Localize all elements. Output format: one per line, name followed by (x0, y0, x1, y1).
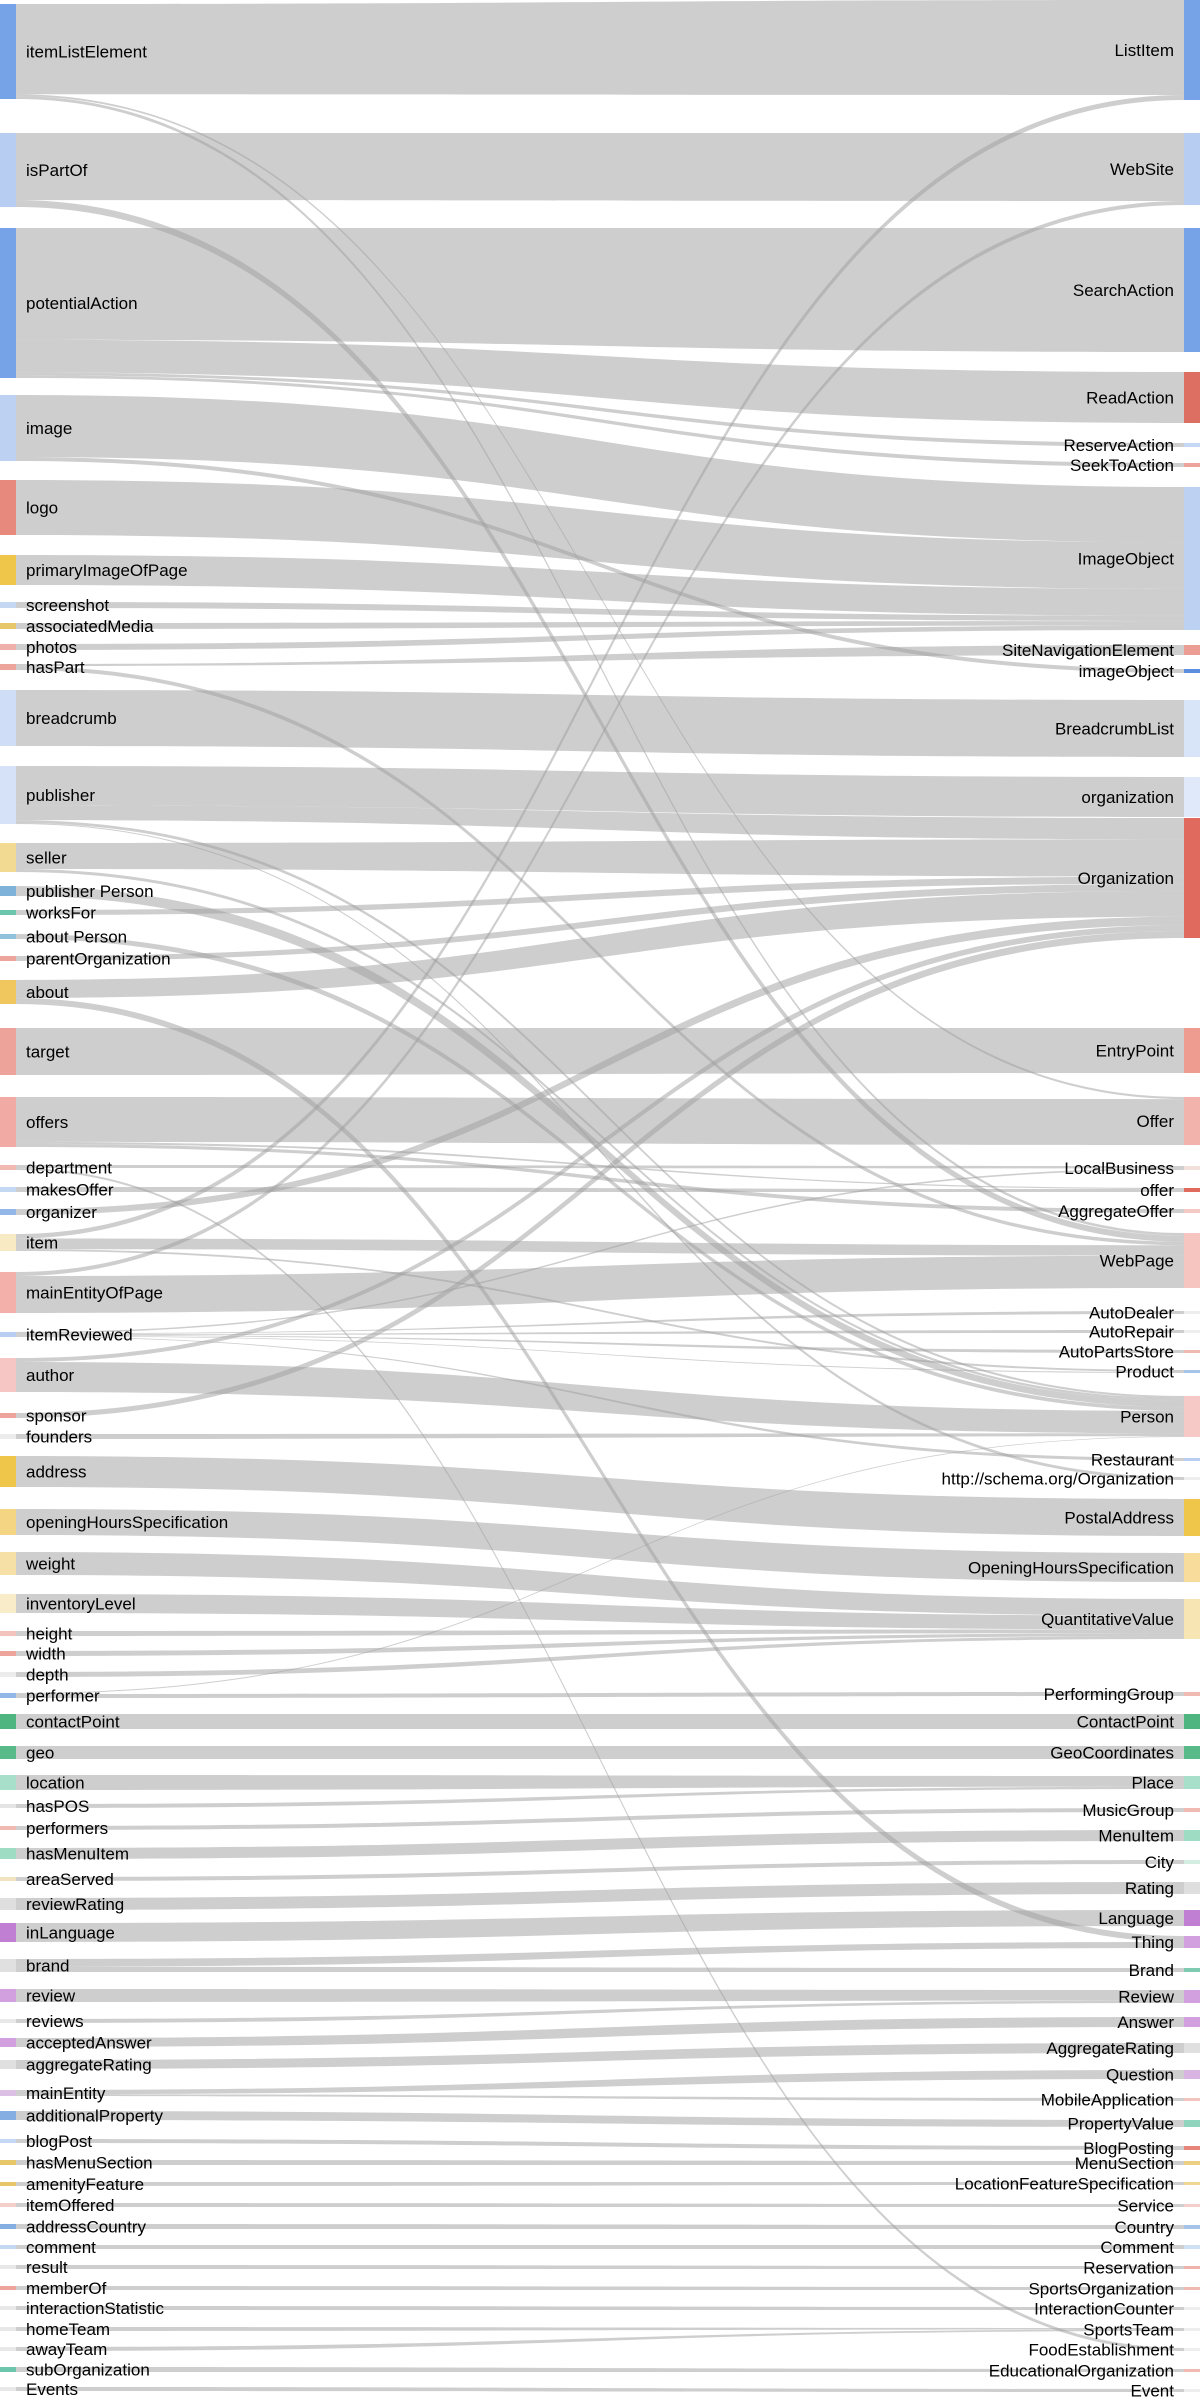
node-label: screenshot (26, 595, 110, 615)
node-label: amenityFeature (26, 2174, 145, 2194)
node-label: founders (26, 1427, 93, 1447)
node-label: MenuItem (1098, 1826, 1174, 1846)
sankey-node[interactable] (0, 1804, 16, 1808)
node-label: AutoRepair (1088, 1322, 1174, 1342)
sankey-node[interactable] (0, 4, 16, 99)
node-label: MenuSection (1074, 2153, 1174, 2173)
node-label: comment (26, 2237, 96, 2257)
node-label: breadcrumb (26, 708, 117, 728)
node-label: width (26, 1644, 66, 1664)
node-label: WebSite (1110, 159, 1174, 179)
node-label: ListItem (1114, 40, 1174, 60)
sankey-link[interactable] (16, 1712, 1184, 1732)
sankey-node[interactable] (1184, 2161, 1200, 2165)
sankey-node[interactable] (0, 690, 16, 746)
node-label: mainEntity (26, 2083, 106, 2103)
node-label: subOrganization (26, 2360, 150, 2380)
node-label: PropertyValue (1067, 2114, 1174, 2134)
node-label: AggregateRating (1046, 2038, 1174, 2058)
sankey-link[interactable] (16, 228, 1184, 352)
node-label: makesOffer (26, 1180, 114, 1200)
sankey-node[interactable] (1184, 2120, 1200, 2127)
node-label: about (26, 982, 69, 1002)
sankey-node[interactable] (0, 1552, 16, 1575)
node-label: sponsor (26, 1406, 87, 1426)
node-label: openingHoursSpecification (26, 1512, 229, 1532)
sankey-node[interactable] (0, 228, 16, 378)
sankey-link[interactable] (16, 1165, 1184, 1168)
sankey-link[interactable] (16, 2203, 1184, 2207)
sankey-node[interactable] (1184, 1910, 1200, 1926)
node-label: location (26, 1773, 85, 1793)
sankey-node[interactable] (0, 1028, 16, 1075)
sankey-node[interactable] (0, 1877, 16, 1881)
sankey-node[interactable] (0, 2245, 16, 2249)
sankey-node[interactable] (0, 1923, 16, 1942)
sankey-node[interactable] (0, 555, 16, 585)
sankey-node[interactable] (1184, 818, 1200, 938)
sankey-link[interactable] (16, 2043, 1184, 2069)
sankey-node[interactable] (1184, 2146, 1200, 2150)
node-label: organization (1081, 787, 1174, 807)
sankey-node[interactable] (0, 1898, 16, 1910)
sankey-link[interactable] (16, 1787, 1184, 1808)
node-label: hasMenuSection (26, 2153, 153, 2173)
sankey-node[interactable] (1184, 2389, 1200, 2392)
sankey-node[interactable] (1184, 2245, 1200, 2249)
sankey-node[interactable] (1184, 1860, 1200, 1864)
sankey-link[interactable] (16, 1910, 1184, 1942)
node-label: worksFor (26, 903, 96, 923)
node-label: itemReviewed (26, 1325, 133, 1345)
sankey-link[interactable] (16, 1239, 1184, 1256)
sankey-node[interactable] (1184, 777, 1200, 817)
node-label: acceptedAnswer (26, 2033, 152, 2053)
node-label: imageObject (1078, 661, 1174, 681)
sankey-node[interactable] (0, 2090, 16, 2096)
sankey-node[interactable] (1184, 700, 1200, 757)
node-label: SportsTeam (1083, 2320, 1174, 2340)
sankey-link[interactable] (16, 2286, 1184, 2290)
node-label: potentialAction (26, 293, 138, 313)
sankey-node[interactable] (1184, 1808, 1200, 1812)
node-label: target (26, 1042, 70, 1062)
sankey-node[interactable] (1184, 443, 1200, 447)
node-label: logo (26, 498, 59, 518)
node-label: publisher (26, 785, 95, 805)
sankey-link[interactable] (16, 2224, 1184, 2229)
node-label: Country (1114, 2217, 1174, 2237)
sankey-node[interactable] (1184, 2328, 1200, 2331)
node-label: offers (26, 1112, 69, 1132)
node-label: offer (1140, 1180, 1174, 1200)
sankey-node[interactable] (1184, 1990, 1200, 2003)
node-label: brand (26, 1956, 70, 1976)
sankey-link[interactable] (16, 1942, 1184, 1967)
node-label: EducationalOrganization (988, 2361, 1174, 2381)
sankey-node[interactable] (1184, 1599, 1200, 1639)
sankey-node[interactable] (0, 1959, 16, 1972)
node-label: addressCountry (26, 2217, 147, 2237)
sankey-node[interactable] (0, 2182, 16, 2186)
sankey-node[interactable] (0, 2286, 16, 2290)
node-label: inventoryLevel (26, 1594, 136, 1614)
node-label: address (26, 1462, 87, 1482)
sankey-node[interactable] (0, 2060, 16, 2069)
node-label: parentOrganization (26, 949, 171, 969)
sankey-node[interactable] (0, 1332, 16, 1337)
sankey-node[interactable] (0, 1775, 16, 1790)
sankey-node[interactable] (1184, 1311, 1200, 1314)
sankey-node[interactable] (1184, 1370, 1200, 1373)
node-label: BreadcrumbList (1054, 719, 1174, 739)
node-label: itemOffered (26, 2195, 115, 2215)
node-label: Reservation (1083, 2258, 1174, 2278)
node-label: memberOf (26, 2278, 107, 2298)
sankey-link[interactable] (16, 1433, 1184, 1439)
node-label: homeTeam (26, 2319, 111, 2339)
sankey-node[interactable] (0, 1272, 16, 1313)
node-label: performer (26, 1686, 100, 1706)
sankey-link[interactable] (16, 2139, 1184, 2150)
node-label: Place (1131, 1773, 1174, 1793)
node-label: Organization (1077, 868, 1174, 888)
sankey-node[interactable] (1184, 1233, 1200, 1288)
sankey-node[interactable] (0, 480, 16, 535)
sankey-link[interactable] (16, 2330, 1184, 2352)
node-label: reviews (26, 2011, 84, 2031)
node-label: Restaurant (1090, 1450, 1174, 1470)
node-label: review (26, 1986, 76, 2006)
sankey-node[interactable] (1184, 669, 1200, 673)
sankey-node[interactable] (0, 886, 16, 896)
node-label: Review (1118, 1987, 1174, 2007)
sankey-node[interactable] (1184, 2348, 1200, 2351)
node-label: result (26, 2257, 68, 2277)
node-label: height (26, 1624, 73, 1644)
node-label: LocationFeatureSpecification (954, 2174, 1174, 2194)
sankey-node[interactable] (1184, 2369, 1200, 2372)
node-label: Answer (1117, 2012, 1174, 2032)
sankey-node[interactable] (0, 910, 16, 915)
sankey-link[interactable] (16, 2245, 1184, 2249)
sankey-node[interactable] (1184, 2043, 1200, 2053)
node-label: geo (26, 1743, 55, 1763)
sankey-node[interactable] (0, 956, 16, 961)
sankey-node[interactable] (0, 2203, 16, 2207)
sankey-node[interactable] (0, 2111, 16, 2120)
node-label: Events (26, 2379, 78, 2399)
sankey-node[interactable] (1184, 1097, 1200, 1145)
node-label: hasMenuItem (26, 1844, 129, 1864)
sankey-node[interactable] (1184, 1968, 1200, 1972)
sankey-node[interactable] (0, 843, 16, 872)
sankey-link[interactable] (16, 2160, 1184, 2165)
node-label: blogPost (26, 2131, 93, 2151)
sankey-node[interactable] (0, 644, 16, 650)
sankey-node[interactable] (1184, 1166, 1200, 1170)
sankey-node[interactable] (0, 2160, 16, 2165)
sankey-node[interactable] (1184, 1028, 1200, 1073)
sankey-node[interactable] (0, 2139, 16, 2143)
sankey-node[interactable] (0, 1746, 16, 1759)
sankey-node[interactable] (1184, 463, 1200, 467)
node-label: BlogPosting (1083, 2138, 1174, 2158)
sankey-node[interactable] (0, 664, 16, 670)
sankey-node[interactable] (0, 1826, 16, 1830)
sankey-node[interactable] (0, 1165, 16, 1170)
node-label: SportsOrganization (1028, 2279, 1174, 2299)
sankey-node[interactable] (0, 1848, 16, 1859)
node-label: SearchAction (1072, 280, 1174, 300)
node-label: Question (1105, 2065, 1174, 2085)
node-label: depth (26, 1665, 69, 1685)
node-label: AutoPartsStore (1058, 1342, 1174, 1362)
sankey-node[interactable] (0, 766, 16, 824)
sankey-link[interactable] (16, 1860, 1184, 1881)
sankey-link[interactable] (16, 839, 1184, 876)
sankey-node[interactable] (0, 2367, 16, 2372)
node-label: PostalAddress (1064, 1508, 1174, 1528)
node-label: primaryImageOfPage (26, 560, 188, 580)
node-label: http://schema.org/Organization (941, 1469, 1174, 1489)
node-label: about Person (26, 927, 128, 947)
sankey-node[interactable] (1184, 1209, 1200, 1213)
sankey-node[interactable] (0, 2347, 16, 2351)
sankey-node[interactable] (0, 2387, 16, 2391)
sankey-node[interactable] (0, 934, 16, 939)
sankey-node[interactable] (0, 1631, 16, 1636)
node-label: reviewRating (26, 1894, 125, 1914)
sankey-node[interactable] (1184, 2098, 1200, 2101)
node-label: LocalBusiness (1064, 1158, 1174, 1178)
sankey-node[interactable] (1184, 2225, 1200, 2229)
node-label: author (26, 1365, 75, 1385)
node-label: SiteNavigationElement (1002, 640, 1174, 660)
node-label: PerformingGroup (1043, 1684, 1174, 1704)
sankey-node[interactable] (1184, 1188, 1200, 1192)
node-label: Thing (1131, 1932, 1174, 1952)
sankey-node[interactable] (1184, 2287, 1200, 2290)
sankey-node[interactable] (1184, 1350, 1200, 1353)
sankey-node[interactable] (0, 1594, 16, 1613)
node-label: publisher Person (26, 881, 154, 901)
node-label: photos (26, 637, 78, 657)
sankey-link[interactable] (16, 1692, 1184, 1698)
sankey-node[interactable] (0, 1097, 16, 1147)
sankey-node[interactable] (0, 1509, 16, 1535)
sankey-link[interactable] (16, 1808, 1184, 1830)
node-label: Event (1130, 2381, 1174, 2400)
sankey-link[interactable] (16, 1187, 1184, 1192)
sankey-node[interactable] (0, 1413, 16, 1418)
sankey-node[interactable] (0, 1434, 16, 1439)
node-label: item (26, 1233, 59, 1253)
node-label: ReserveAction (1063, 435, 1174, 455)
sankey-node[interactable] (1184, 1936, 1200, 1948)
sankey-node[interactable] (0, 602, 16, 608)
sankey-node[interactable] (1184, 1692, 1200, 1696)
node-label: isPartOf (26, 160, 88, 180)
node-label: aggregateRating (26, 2055, 152, 2075)
sankey-node[interactable] (1184, 2307, 1200, 2310)
node-label: Service (1117, 2196, 1174, 2216)
sankey-node[interactable] (1184, 2070, 1200, 2079)
sankey-node[interactable] (1184, 1830, 1200, 1841)
sankey-node[interactable] (0, 2224, 16, 2229)
sankey-node[interactable] (1184, 645, 1200, 655)
node-label: seller (26, 848, 67, 868)
sankey-node[interactable] (0, 1989, 16, 2002)
node-label: itemListElement (26, 42, 147, 62)
sankey-node[interactable] (0, 1234, 16, 1251)
node-label: inLanguage (26, 1923, 115, 1943)
sankey-node[interactable] (1184, 1499, 1200, 1536)
sankey-link[interactable] (16, 1989, 1184, 2002)
node-label: Product (1115, 1362, 1174, 1382)
node-label: mainEntityOfPage (26, 1283, 164, 1303)
sankey-link[interactable] (16, 2094, 1184, 2101)
node-label: weight (26, 1554, 76, 1574)
sankey-link[interactable] (16, 1746, 1184, 1759)
sankey-node[interactable] (1184, 1477, 1200, 1480)
node-label: Offer (1136, 1111, 1174, 1131)
node-label: EntryPoint (1095, 1041, 1174, 1061)
sankey-node[interactable] (0, 1209, 16, 1215)
node-label: MusicGroup (1082, 1800, 1174, 1820)
node-label: City (1144, 1852, 1174, 1872)
node-label: InteractionCounter (1034, 2299, 1174, 2319)
node-label: OpeningHoursSpecification (967, 1558, 1174, 1578)
sankey-node[interactable] (0, 623, 16, 629)
node-label: Person (1120, 1407, 1174, 1427)
node-label: hasPart (26, 657, 85, 677)
node-label: Comment (1100, 2237, 1174, 2257)
sankey-node[interactable] (1184, 2266, 1200, 2269)
sankey-node[interactable] (0, 1714, 16, 1729)
sankey-node[interactable] (1184, 133, 1200, 205)
node-label: areaServed (26, 1869, 114, 1889)
node-label: department (26, 1158, 112, 1178)
sankey-node[interactable] (1184, 1714, 1200, 1729)
sankey-link[interactable] (16, 2111, 1184, 2127)
node-label: organizer (26, 1202, 97, 1222)
node-label: ContactPoint (1076, 1712, 1174, 1732)
sankey-node[interactable] (1184, 2182, 1200, 2185)
sankey-node[interactable] (0, 2019, 16, 2023)
sankey-node[interactable] (1184, 1458, 1200, 1461)
sankey-node[interactable] (0, 2327, 16, 2331)
sankey-link[interactable] (16, 1830, 1184, 1859)
sankey-node[interactable] (0, 980, 16, 1004)
sankey-node[interactable] (1184, 228, 1200, 352)
sankey-node[interactable] (0, 1456, 16, 1487)
node-label: FoodEstablishment (1028, 2340, 1174, 2360)
sankey-node[interactable] (0, 1187, 16, 1192)
sankey-node[interactable] (1184, 1396, 1200, 1437)
sankey-node[interactable] (0, 2038, 16, 2047)
node-label: hasPOS (26, 1796, 90, 1816)
sankey-node[interactable] (0, 1693, 16, 1698)
node-label: MobileApplication (1040, 2090, 1174, 2110)
node-label: interactionStatistic (26, 2298, 164, 2318)
sankey-node[interactable] (1184, 2017, 1200, 2027)
sankey-link[interactable] (16, 2306, 1184, 2310)
node-label: WebPage (1099, 1251, 1174, 1271)
node-label: ImageObject (1077, 549, 1174, 569)
node-label: Rating (1124, 1878, 1174, 1898)
sankey-node[interactable] (1184, 1553, 1200, 1582)
sankey-links (16, 0, 1184, 2392)
sankey-link[interactable] (16, 2387, 1184, 2392)
node-label: Brand (1128, 1960, 1174, 1980)
node-label: additionalProperty (26, 2106, 164, 2126)
sankey-node[interactable] (1184, 1330, 1200, 1333)
node-label: AggregateOffer (1058, 1201, 1174, 1221)
sankey-node[interactable] (1184, 0, 1200, 100)
node-label: associatedMedia (26, 616, 154, 636)
sankey-node[interactable] (1184, 1882, 1200, 1894)
sankey-node[interactable] (0, 1651, 16, 1656)
sankey-node[interactable] (1184, 2204, 1200, 2207)
node-label: image (26, 418, 73, 438)
sankey-node[interactable] (1184, 372, 1200, 423)
sankey-link[interactable] (16, 1256, 1184, 1313)
node-label: awayTeam (26, 2339, 108, 2359)
sankey-link[interactable] (16, 1330, 1184, 1335)
sankey-link[interactable] (16, 133, 1184, 201)
node-label: AutoDealer (1088, 1303, 1174, 1323)
sankey-node[interactable] (1184, 1746, 1200, 1759)
node-label: performers (26, 1818, 109, 1838)
sankey-link[interactable] (16, 1967, 1184, 1972)
sankey-link[interactable] (16, 690, 1184, 757)
node-label: Language (1098, 1908, 1174, 1928)
sankey-node[interactable] (0, 2306, 16, 2310)
sankey-link[interactable] (16, 1097, 1184, 1145)
node-label: QuantitativeValue (1041, 1609, 1174, 1629)
sankey-node[interactable] (0, 2265, 16, 2269)
sankey-node[interactable] (0, 1672, 16, 1677)
node-label: ReadAction (1086, 388, 1174, 408)
sankey-node[interactable] (0, 1358, 16, 1392)
node-label: contactPoint (26, 1712, 120, 1732)
sankey-node[interactable] (0, 395, 16, 461)
sankey-node[interactable] (1184, 1776, 1200, 1789)
node-label: GeoCoordinates (1050, 1743, 1174, 1763)
sankey-link[interactable] (16, 2265, 1184, 2269)
sankey-link[interactable] (16, 0, 1184, 95)
sankey-node[interactable] (1184, 487, 1200, 630)
sankey-node[interactable] (0, 133, 16, 207)
sankey-link[interactable] (16, 1633, 1184, 1656)
sankey-link[interactable] (16, 2070, 1184, 2094)
node-label: SeekToAction (1070, 455, 1174, 475)
